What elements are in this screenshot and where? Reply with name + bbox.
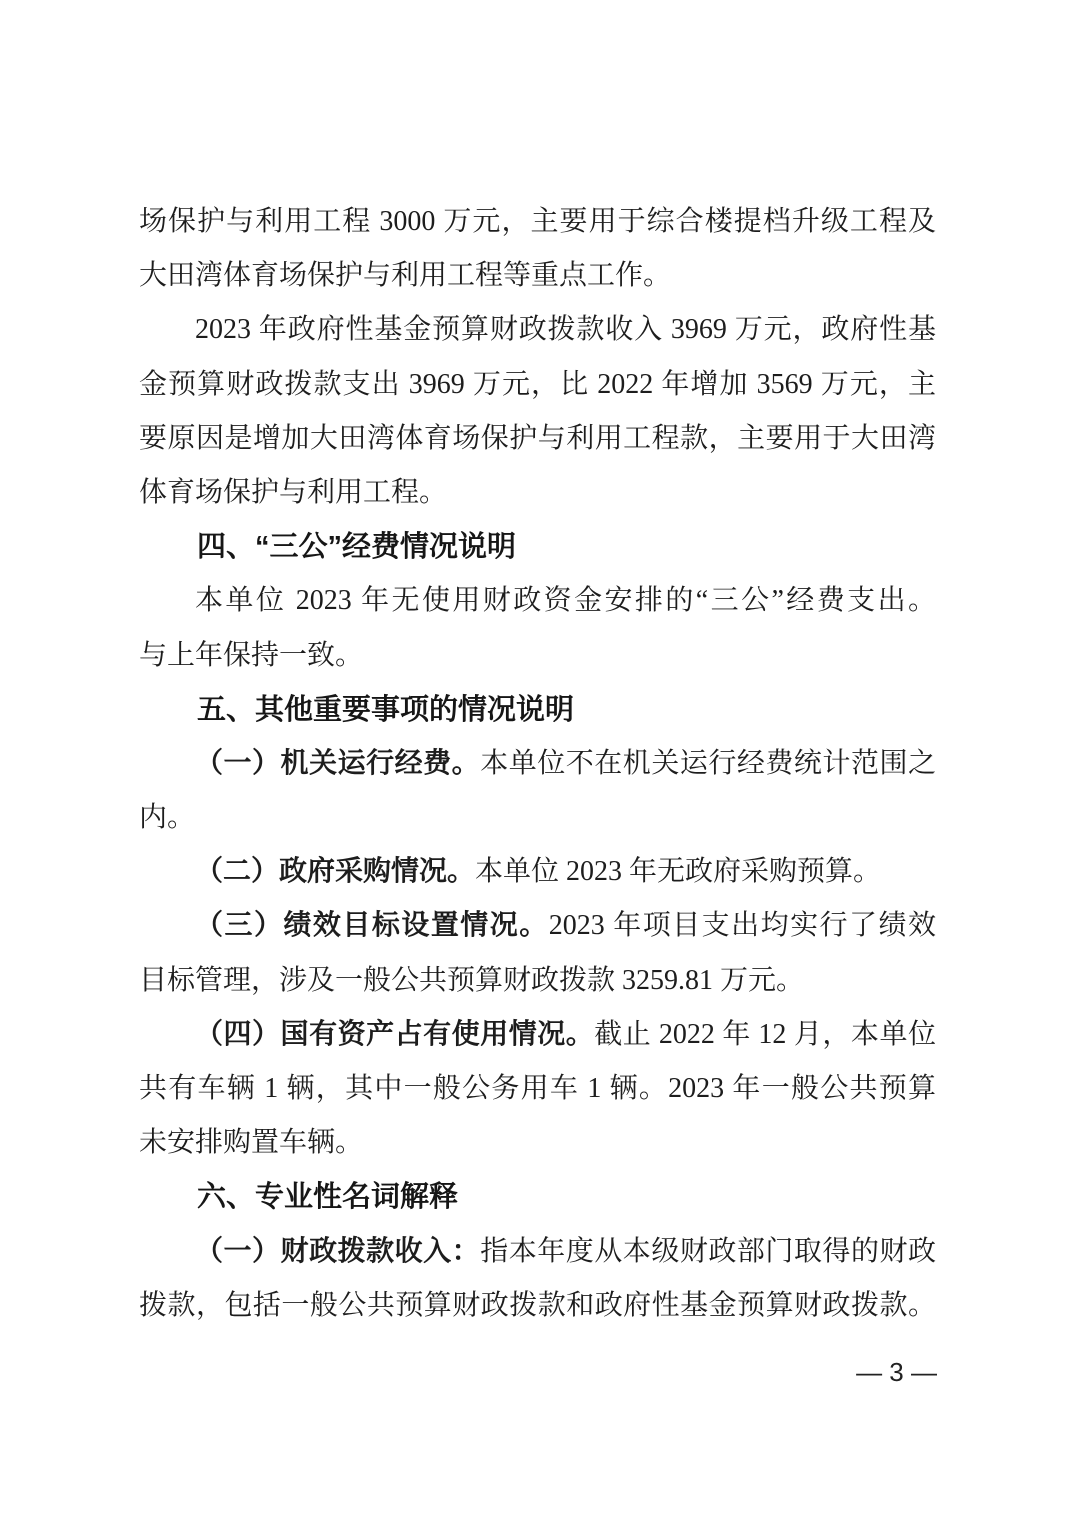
text-line [139, 1008, 936, 1062]
text-line [139, 1225, 936, 1279]
paragraph-lead: （三）绩效目标设置情况。 [195, 910, 549, 942]
heading-terminology: 六、专业性名词解释 [197, 1181, 459, 1214]
text-line [139, 899, 936, 953]
paragraph-lead: （一）机关运行经费。 [195, 747, 481, 779]
text-line: 共有车辆 1 辆，其中一般公务用车 1 辆。2023 年一般公共预算 [139, 1073, 936, 1104]
text-line: 本单位 2023 年无使用财政资金安排的“三公”经费支出。 [195, 585, 936, 617]
text-line: 拨款，包括一般公共预算财政拨款和政府性基金预算财政拨款。 [139, 1289, 936, 1321]
text-line: 场保护与利用工程 3000 万元，主要用于综合楼提档升级工程及 [139, 206, 936, 237]
text-line: 大田湾体育场保护与利用工程等重点工作。 [139, 260, 672, 292]
document-body [139, 195, 936, 1333]
text-line: 要原因是增加大田湾体育场保护与利用工程款，主要用于大田湾 [139, 422, 936, 454]
paragraph-lead: （一）财政拨款收入： [195, 1235, 481, 1267]
text-line [139, 737, 936, 791]
text-line: 与上年保持一致。 [139, 639, 364, 671]
text-line: 体育场保护与利用工程。 [139, 476, 448, 508]
paragraph-text: 2023 年项目支出均实行了绩效 [548, 910, 936, 942]
text-line: 内。 [139, 802, 196, 834]
paragraph-text: 截止 2022 年 12 月，本单位 [594, 1018, 936, 1050]
paragraph-text: 指本年度从本级财政部门取得的财政 [480, 1235, 936, 1267]
paragraph-lead: （四）国有资产占有使用情况。 [195, 1018, 595, 1050]
paragraph-text: 本单位不在机关运行经费统计范围之 [480, 747, 936, 779]
text-line [139, 845, 936, 899]
text-line: 金预算财政拨款支出 3969 万元，比 2022 年增加 3569 万元，主 [139, 368, 936, 400]
page-number: — 3 — [856, 1357, 937, 1387]
paragraph-lead: （二）政府采购情况。 [195, 856, 476, 888]
heading-other-matters: 五、其他重要事项的情况说明 [197, 693, 575, 726]
heading-sangong-expenses: 四、“三公”经费情况说明 [197, 531, 517, 564]
text-line: 目标管理，涉及一般公共预算财政拨款 3259.81 万元。 [139, 964, 805, 996]
text-line: 2023 年政府性基金预算财政拨款收入 3969 万元，政府性基 [195, 314, 936, 346]
paragraph-text: 本单位 2023 年无政府采购预算。 [475, 856, 882, 888]
text-line: 未安排购置车辆。 [139, 1127, 364, 1159]
